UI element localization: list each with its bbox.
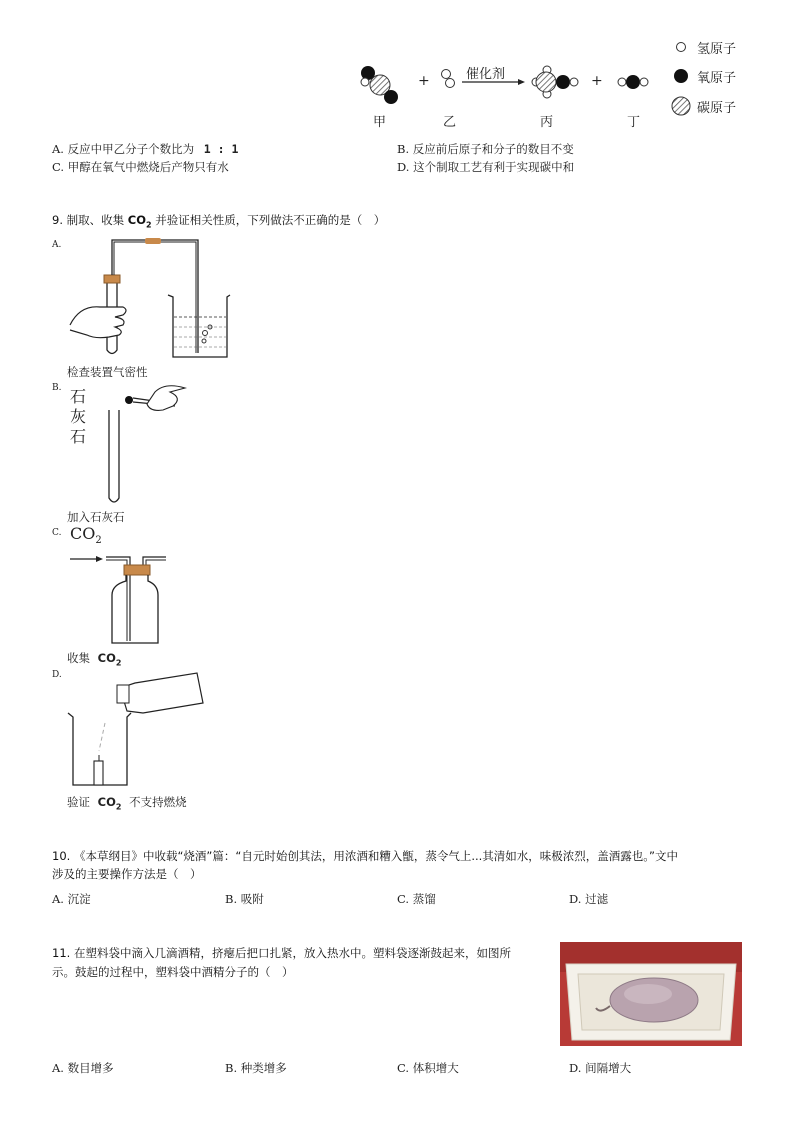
caption-collect-co2: 收集 $CO_2$ xyxy=(67,651,122,668)
q9-stem: 9. 制取、收集 $CO_2$ 并验证相关性质，下列做法不正确的是（ ） xyxy=(52,213,386,230)
q9-letter-c: C. xyxy=(52,528,62,538)
q8-option-a: A. 反应中甲乙分子个数比为 1 : 1 xyxy=(52,142,239,156)
co2-flow-label: $CO_2$ xyxy=(70,524,102,547)
figure-airtightness-check xyxy=(65,235,245,360)
legend-carbon-icon xyxy=(672,97,690,115)
legend-oxygen-icon xyxy=(674,69,688,83)
q8-option-c: C. 甲醇在氧气中燃烧后产物只有水 xyxy=(52,160,229,174)
molecule-ding xyxy=(618,75,648,89)
q9-letter-a: A. xyxy=(52,240,62,250)
plus-sign-2: + xyxy=(591,73,603,89)
q8-option-d: D. 这个制取工艺有利于实现碳中和 xyxy=(397,160,575,174)
q11-option-c: C. 体积增大 xyxy=(397,1061,459,1075)
caption-add-limestone: 加入石灰石 xyxy=(67,510,125,524)
label-ding: 丁 xyxy=(627,115,641,130)
q8-option-b: B. 反应前后原子和分子的数目不变 xyxy=(397,142,574,156)
q10-option-d: D. 过滤 xyxy=(569,892,609,906)
photo-plastic-bag xyxy=(560,942,742,1046)
label-bing: 丙 xyxy=(540,115,554,130)
q9-letter-d: D. xyxy=(52,670,62,680)
legend-carbon-label: 碳原子 xyxy=(697,101,737,116)
q11-stem-line1: 11. 在塑料袋中滴入几滴酒精，挤瘪后把口扎紧，放入热水中。塑料袋逐渐鼓起来，如图所 xyxy=(52,946,511,960)
q10-stem-line1: 10. 《本草纲目》中收载“烧酒”篇：“自元时始创其法，用浓酒和糟入甑，蒸令气上...其清如水，味极浓烈，盖酒露也。”文中 xyxy=(52,849,678,863)
catalyst-label: 催化剂 xyxy=(466,67,506,82)
figure-collect-co2 xyxy=(68,543,178,643)
label-jia: 甲 xyxy=(373,115,387,130)
q11-option-a: A. 数目增多 xyxy=(52,1061,114,1075)
legend-oxygen-label: 氧原子 xyxy=(697,71,737,86)
legend-hydrogen-icon xyxy=(677,43,686,52)
label-yi: 乙 xyxy=(443,115,457,130)
q11-option-b: B. 种类增多 xyxy=(225,1061,287,1075)
q10-stem-line2: 涉及的主要操作方法是（ ） xyxy=(52,867,202,881)
q11-stem-line2: 示。鼓起的过程中，塑料袋中酒精分子的（ ） xyxy=(52,965,294,979)
q10-option-b: B. 吸附 xyxy=(225,892,264,906)
limestone-label: 石 灰 石 xyxy=(70,387,87,446)
figure-verify-co2 xyxy=(65,663,215,788)
q11-option-d: D. 间隔增大 xyxy=(569,1061,632,1075)
caption-verify-co2: 验证 $CO_2$ 不支持燃烧 xyxy=(67,795,187,812)
legend-hydrogen-label: 氢原子 xyxy=(697,42,737,57)
figure-add-limestone xyxy=(95,380,205,505)
q10-option-c: C. 蒸馏 xyxy=(397,892,436,906)
reaction-diagram xyxy=(0,0,794,140)
caption-airtightness: 检查装置气密性 xyxy=(67,365,148,379)
molecule-yi xyxy=(442,70,455,88)
plus-sign-1: + xyxy=(418,73,430,89)
molecule-jia xyxy=(361,66,398,104)
molecule-bing xyxy=(532,66,578,98)
q9-letter-b: B. xyxy=(52,383,62,393)
q10-option-a: A. 沉淀 xyxy=(52,892,91,906)
